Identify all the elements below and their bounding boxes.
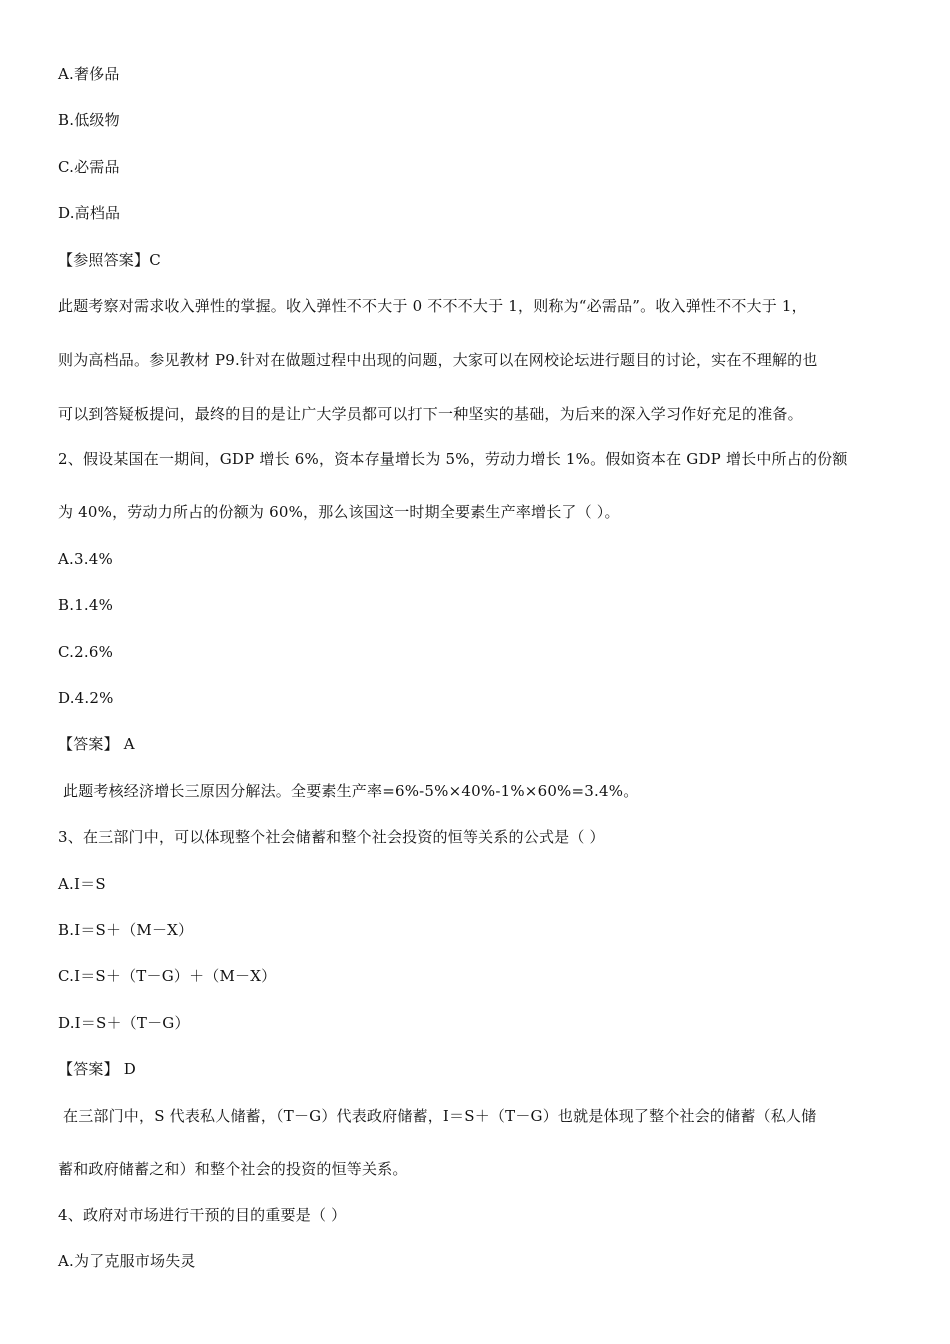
option-c-line: C.2.6% <box>58 643 114 661</box>
answer-line: 【参照答案】C <box>58 251 161 269</box>
option-d-line: D.I＝S＋（T－G） <box>58 1014 190 1032</box>
option-a-line: A.3.4% <box>58 550 113 568</box>
option-c-line: C.I＝S＋（T－G）＋（M－X） <box>58 967 277 985</box>
option-d-line: D.高档品 <box>58 204 121 222</box>
question-line: 4、政府对市场进行干预的目的重要是（ ） <box>58 1206 347 1224</box>
option-b-line: B.1.4% <box>58 596 114 614</box>
answer-line: 【答案】 D <box>58 1060 136 1078</box>
explanation-line: 蓄和政府储蓄之和）和整个社会的投资的恒等关系。 <box>58 1160 408 1178</box>
explanation-line: 在三部门中，S 代表私人储蓄，（T－G）代表政府储蓄，I＝S＋（T－G）也就是体现了整个社会的储蓄（私人储 <box>63 1107 817 1125</box>
option-a-line: A.为了克服市场失灵 <box>58 1252 196 1270</box>
option-a-line: A.I＝S <box>58 875 106 893</box>
question-line: 2、假设某国在一期间，GDP 增长 6%，资本存量增长为 5%，劳动力增长 1%。假如资本在 GDP 增长中所占的份额 <box>58 450 848 468</box>
option-d-line: D.4.2% <box>58 689 114 707</box>
option-b-line: B.低级物 <box>58 111 120 129</box>
option-c-line: C.必需品 <box>58 158 120 176</box>
question-line: 3、在三部门中，可以体现整个社会储蓄和整个社会投资的恒等关系的公式是（ ） <box>58 828 605 846</box>
explanation-line: 可以到答疑板提问，最终的目的是让广大学员都可以打下一种坚实的基础，为后来的深入学习作好充足的准备。 <box>58 405 803 423</box>
explanation-line: 则为高档品。参见教材 P9.针对在做题过程中出现的问题，大家可以在网校论坛进行题目的讨论，实在不理解的也 <box>58 351 818 369</box>
answer-line: 【答案】 A <box>58 735 135 753</box>
explanation-line: 此题考核经济增长三原因分解法。全要素生产率=6%-5%×40%-1%×60%=3.4%。 <box>63 782 639 800</box>
option-b-line: B.I＝S＋（M－X） <box>58 921 194 939</box>
explanation-line: 此题考察对需求收入弹性的掌握。收入弹性不不大于 0 不不不大于 1，则称为“必需品”。收入弹性不不大于 1， <box>58 297 807 315</box>
question-line: 为 40%，劳动力所占的份额为 60%，那么该国这一时期全要素生产率增长了（ ）。 <box>58 503 620 521</box>
option-a-line: A.奢侈品 <box>58 65 120 83</box>
